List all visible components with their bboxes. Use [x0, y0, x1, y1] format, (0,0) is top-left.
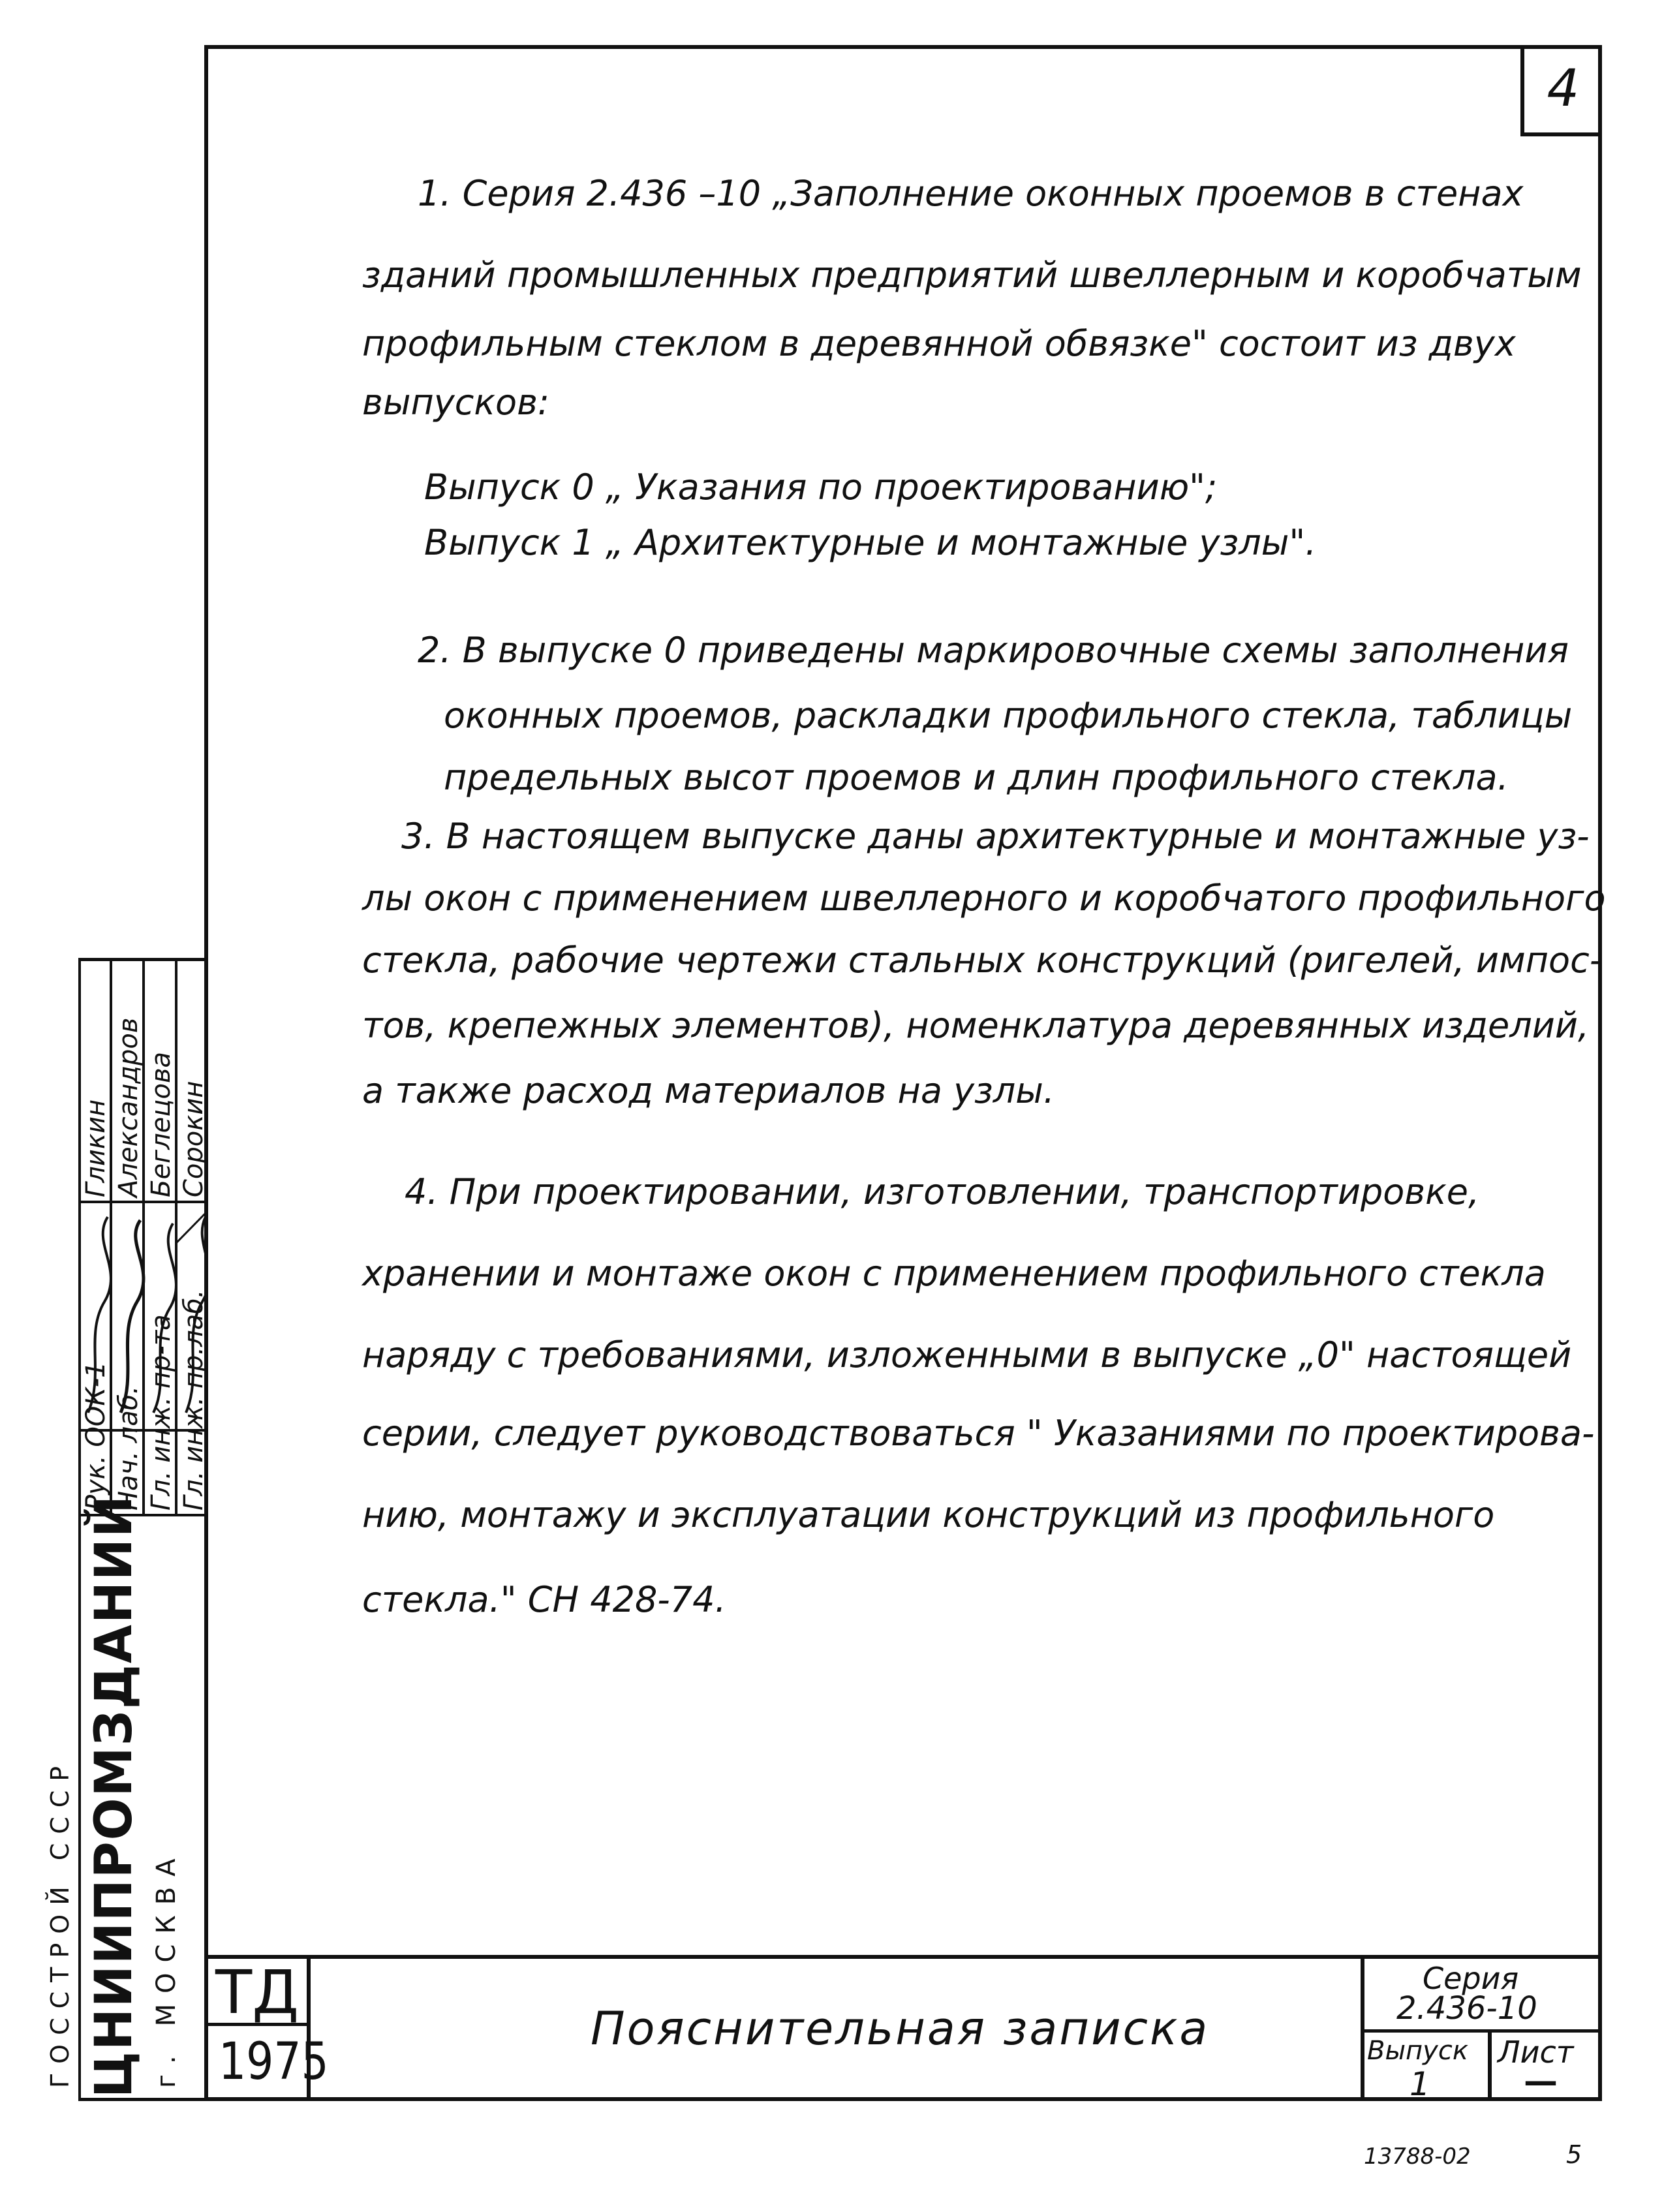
paragraph-3-line-4: тов, крепежных элементов), номенклатура деревянных изделий,: [362, 1005, 1590, 1046]
sheet-number-box: [1520, 45, 1602, 136]
side-stamp-name-sep: [78, 1201, 208, 1203]
paragraph-3-line-1: 3. В настоящем выпуске даны архитектурные и монтажные уз-: [401, 816, 1590, 857]
org-line-3: г. МОСКВА: [151, 1848, 181, 2088]
series-label: Серия: [1423, 1961, 1519, 1996]
sheet-number: 4: [1547, 59, 1580, 118]
org-line-2: ЦНИИПРОМЗДАНИЙ: [85, 1494, 144, 2098]
stamp-role-2: Нач. лаб.: [114, 1385, 144, 1511]
paragraph-1-line-4: выпусков:: [362, 382, 550, 423]
paragraph-2-line-2: оконных проемов, раскладки профильного стекла, таблицы: [444, 695, 1573, 736]
title-block-series-sep: [1361, 2029, 1602, 2033]
paragraph-1-line-2: зданий промышленных предприятий швеллерным и коробчатым: [362, 254, 1582, 296]
paragraph-1-line-1: 1. Серия 2.436 –10 „Заполнение оконных проемов в стенах: [418, 173, 1524, 214]
document-title: Пояснительная записка: [591, 2002, 1210, 2055]
series-value: 2.436-10: [1396, 1990, 1537, 2027]
td-mark: ТД: [215, 1958, 300, 2027]
sheet-label: Лист: [1498, 2035, 1574, 2070]
page-number: 5: [1566, 2140, 1582, 2169]
paragraph-1-line-3: профильным стеклом в деревянной обвязке" состоит из двух: [362, 323, 1516, 364]
paragraph-4-line-4: серии, следует руководствоваться " Указаниями по проектирова-: [362, 1413, 1595, 1454]
paragraph-2-line-3: предельных высот проемов и длин профильного стекла.: [444, 757, 1509, 798]
issue-0-line: Выпуск 0 „ Указания по проектированию";: [424, 467, 1218, 508]
paragraph-4-line-5: нию, монтажу и эксплуатации конструкций из профильного: [362, 1494, 1495, 1535]
issue-1-line: Выпуск 1 „ Архитектурные и монтажные узлы".: [424, 522, 1317, 563]
stamp-role-3: Гл. инж. пр-та: [146, 1314, 176, 1511]
sheet-value: —: [1524, 2062, 1558, 2101]
stamp-role-4: Гл. инж. пр.лаб.: [179, 1289, 209, 1511]
stamp-role-1: Рук. ООК-1: [81, 1361, 111, 1511]
stamp-name-4: Сорокин: [179, 1081, 209, 1197]
paragraph-3-line-3: стекла, рабочие чертежи стальных конструкций (ригелей, импос-: [362, 940, 1603, 981]
stamp-name-1: Гликин: [81, 1099, 111, 1197]
stamp-name-2: Александров: [114, 1017, 144, 1197]
paragraph-3-line-5: а также расход материалов на узлы.: [362, 1070, 1055, 1111]
issue-value: 1: [1410, 2065, 1430, 2103]
paragraph-4-line-2: хранении и монтаже окон с применением профильного стекла: [362, 1253, 1546, 1294]
title-block-right-col-line: [1361, 1955, 1364, 2101]
year: 1975: [219, 2033, 329, 2091]
paragraph-3-line-2: лы окон с применением швеллерного и коробчатого профильного: [362, 878, 1606, 919]
paragraph-2-line-1: 2. В выпуске 0 приведены маркировочные схемы заполнения: [418, 630, 1569, 671]
document-code: 13788-02: [1364, 2143, 1471, 2170]
issue-label: Выпуск: [1367, 2036, 1468, 2066]
org-line-1: ГОССТРОЙ СССР: [46, 1757, 74, 2088]
title-block-issue-sheet-sep: [1488, 2029, 1492, 2101]
paragraph-4-line-3: наряду с требованиями, изложенными в выпуске „0" настоящей: [362, 1334, 1572, 1375]
side-stamp-bottom-line: [78, 2098, 208, 2101]
stamp-name-3: Беглецова: [146, 1051, 176, 1197]
paragraph-4-line-6: стекла." СН 428-74.: [362, 1579, 726, 1620]
paragraph-4-line-1: 4. При проектировании, изготовлении, транспортировке,: [405, 1171, 1480, 1212]
stamp-signatures-drawing: [78, 1204, 208, 1429]
